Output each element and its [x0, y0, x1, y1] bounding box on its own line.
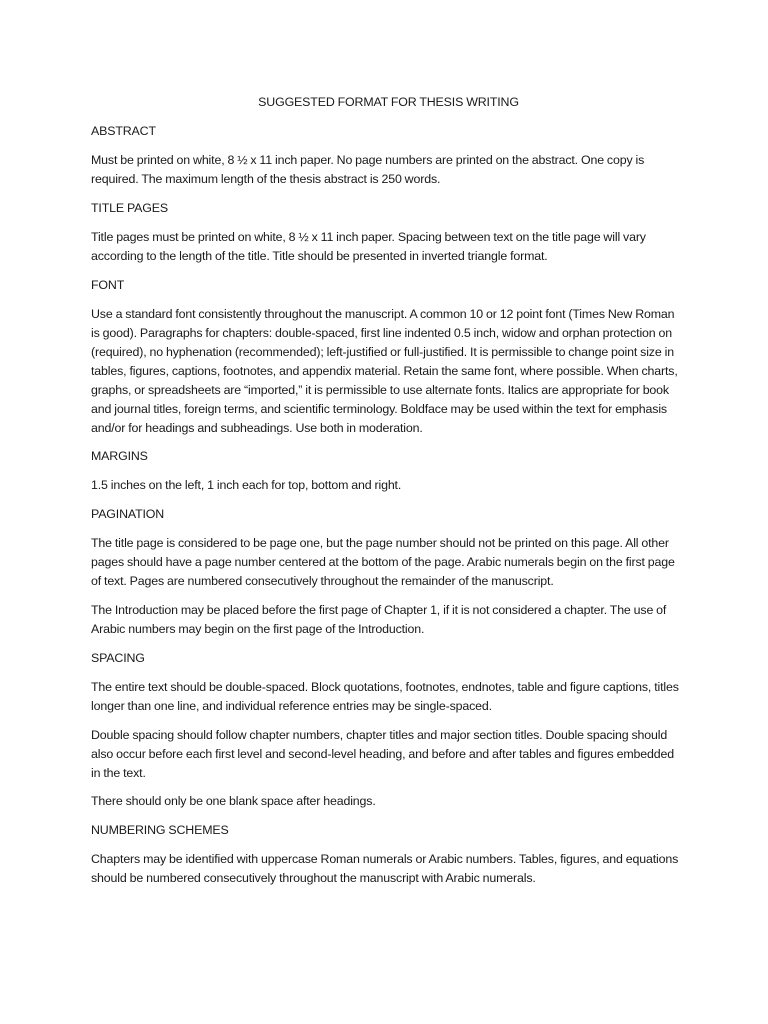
section-heading-title-pages: TITLE PAGES: [91, 200, 169, 215]
section-heading-pagination: PAGINATION: [91, 507, 165, 522]
abstract-paragraph: Must be printed on white, 8 ½ x 11 inch paper. No page numbers are printed on the abstract. One copy is required. The maximum length of the thesis abstract is 250 words.: [91, 153, 645, 186]
pagination-paragraph-2: The Introduction may be placed before the first page of Chapter 1, if it is not considered a chapter. The use of Arabic numbers may begin on the first page of the Introduction.: [91, 602, 667, 636]
pagination-paragraph-1: The title page is considered to be page one, but the page number should not be printed on this page. All other pages should have a page number centered at the bottom of the page. Arabic numerals begin on the first page of text. Pages are numbered consecutively throughout the remainder of the manuscript.: [91, 536, 675, 589]
document-title: SUGGESTED FORMAT FOR THESIS WRITING: [258, 95, 519, 109]
spacing-paragraph-3: There should only be one blank space after headings.: [91, 794, 376, 809]
spacing-paragraph-1: The entire text should be double-spaced. Block quotations, footnotes, endnotes, table and figure captions, titles longer than one line, and individual reference entries may be single-spaced.: [91, 679, 679, 713]
font-paragraph: Use a standard font consistently throughout the manuscript. A common 10 or 12 point font (Times New Roman is good). Paragraphs for chapters: double-spaced, first line indented 0.5 inch, widow and orphan protection on (required), no hyphenation (recommended); left-justified or full-justified. It is permissible to change point size in tables, figures, captions, footnotes, and appendix material. Retain the same font, where possible. When charts, graphs, or spreadsheets are “imported,” it is permissible to use alternate fonts. Italics are appropriate for book and journal titles, foreign terms, and scientific terminology. Boldface may be used within the text for emphasis and/or for headings and subheadings. Use both in moderation.: [91, 306, 678, 435]
section-heading-numbering-schemes: NUMBERING SCHEMES: [91, 823, 229, 838]
section-heading-margins: MARGINS: [91, 449, 148, 464]
document-body: [91, 93, 686, 898]
section-heading-font: FONT: [91, 277, 125, 292]
margins-paragraph: 1.5 inches on the left, 1 inch each for top, bottom and right.: [91, 478, 402, 493]
section-heading-spacing: SPACING: [91, 650, 145, 665]
numbering-schemes-paragraph: Chapters may be identified with uppercase Roman numerals or Arabic numbers. Tables, figures, and equations should be numbered consecutively throughout the manuscript with Arabic numerals.: [91, 852, 679, 886]
section-heading-abstract: ABSTRACT: [91, 124, 156, 138]
title-pages-paragraph: Title pages must be printed on white, 8 ½ x 11 inch paper. Spacing between text on the title page will vary according to the length of the title. Title should be presented in inverted triangle format.: [91, 229, 646, 263]
spacing-paragraph-2: Double spacing should follow chapter numbers, chapter titles and major section titles. Double spacing should also occur before each first level and second-level heading, and before and after tables and figures embedded in the text.: [91, 727, 674, 780]
